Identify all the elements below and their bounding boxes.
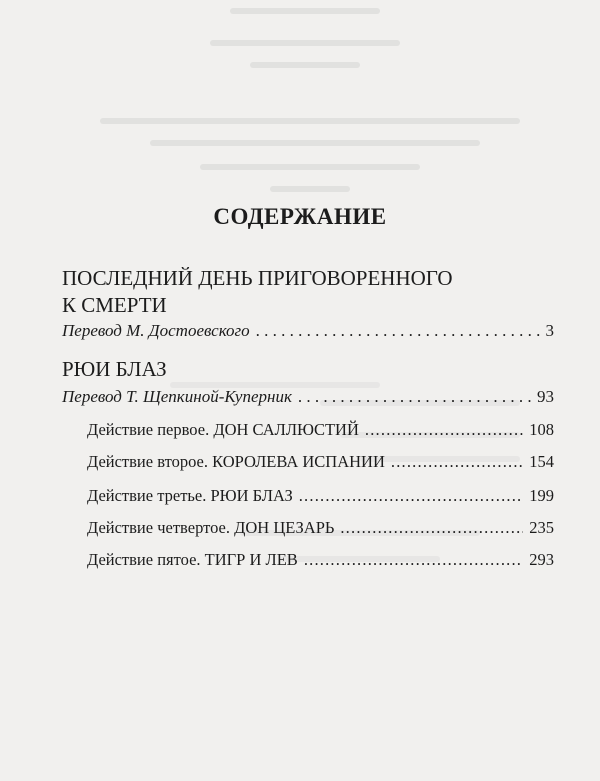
dot-leader [298, 386, 531, 408]
toc-entry-translator[interactable] [62, 386, 554, 408]
page-number: 235 [529, 518, 554, 537]
dot-leader [391, 451, 523, 473]
work-title-line-2: К СМЕРТИ [62, 293, 167, 317]
act-label: Действие третье. РЮИ БЛАЗ [87, 486, 293, 505]
dot-leader [299, 485, 524, 507]
act-label: Действие четвертое. ДОН ЦЕЗАРЬ [87, 518, 335, 537]
act-label: Действие пятое. ТИГР И ЛЕВ [87, 550, 298, 569]
work-title-line-1: ПОСЛЕДНИЙ ДЕНЬ ПРИГОВОРЕННОГО [62, 266, 453, 290]
toc-entry-translator[interactable] [62, 320, 554, 342]
page-number: 93 [537, 387, 554, 406]
toc-entry-act[interactable] [87, 451, 554, 473]
page-number: 154 [529, 452, 554, 471]
contents-heading: СОДЕРЖАНИЕ [213, 204, 387, 229]
translator-label: Перевод М. Достоевского [62, 321, 250, 340]
toc-entry-act[interactable] [87, 419, 554, 441]
page-number: 293 [529, 550, 554, 569]
bleed-through-texture [40, 0, 580, 200]
toc-entry-act[interactable] [87, 549, 554, 571]
act-label: Действие второе. КОРОЛЕВА ИСПАНИИ [87, 452, 385, 471]
page-number: 199 [529, 486, 554, 505]
act-label: Действие первое. ДОН САЛЛЮСТИЙ [87, 420, 359, 439]
toc-entry-act[interactable] [87, 517, 554, 539]
work-title-line-1: РЮИ БЛАЗ [62, 357, 167, 381]
page-number: 3 [545, 321, 554, 340]
dot-leader [304, 549, 523, 571]
toc-entry-act[interactable] [87, 485, 554, 507]
translator-label: Перевод Т. Щепкиной-Куперник [62, 387, 292, 406]
dot-leader [365, 419, 523, 441]
dot-leader [340, 517, 523, 539]
page-number: 108 [529, 420, 554, 439]
dot-leader [256, 320, 540, 342]
